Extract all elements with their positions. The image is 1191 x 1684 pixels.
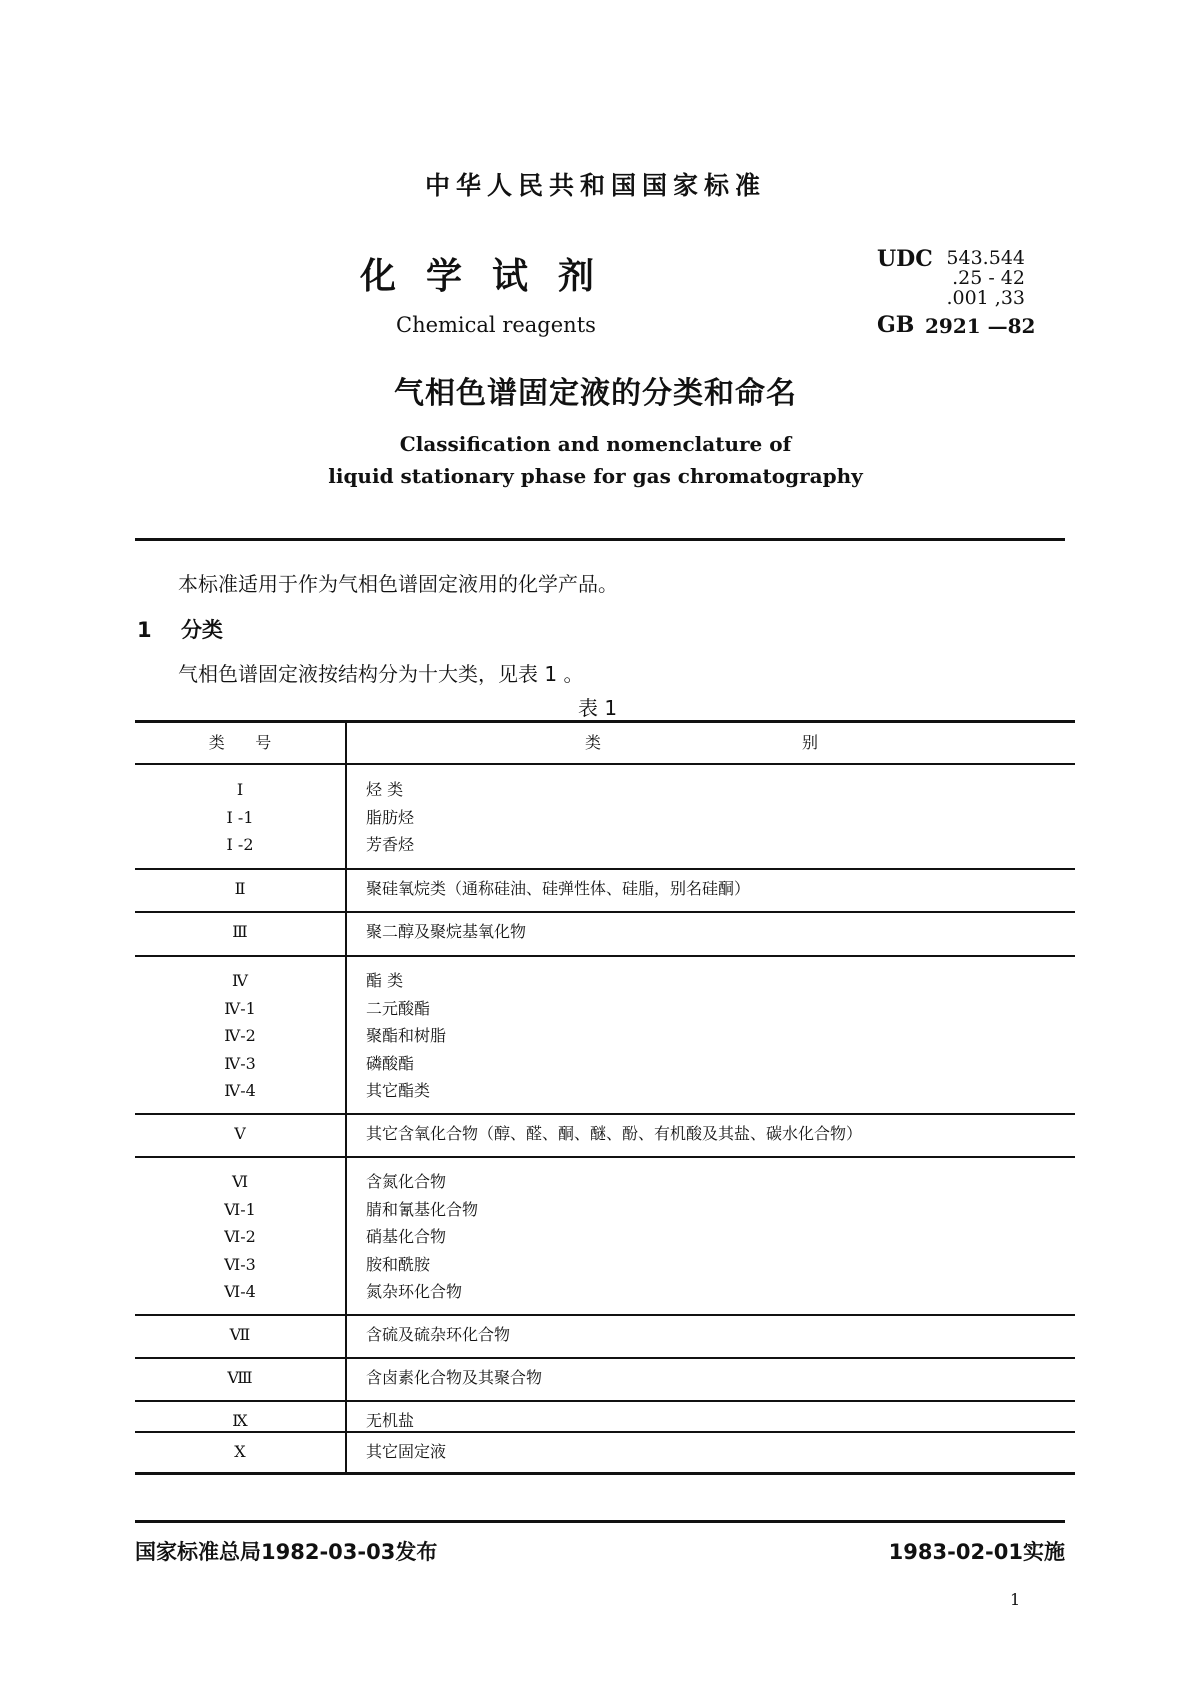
table-header-category-a: 类	[585, 733, 602, 752]
table-row-category-group	[366, 918, 526, 946]
row-code: Ⅷ	[227, 1368, 253, 1387]
table-row-rule	[135, 955, 1075, 957]
row-category: 含卤素化合物及其聚合物	[366, 1368, 543, 1387]
row-category: 含硫及硫杂环化合物	[366, 1325, 511, 1344]
subtitle-en-line: liquid stationary phase for gas chromatography	[328, 464, 863, 488]
document-title-cn: 化学试剂	[360, 256, 625, 297]
gb-label: GB	[877, 312, 915, 338]
effective-date: 1983-02-01实施	[888, 1540, 1065, 1564]
row-code: Ⅳ-2	[224, 1026, 256, 1045]
issue-date: 国家标准总局1982-03-03发布	[135, 1540, 438, 1564]
udc-line: 543.544	[946, 247, 1025, 269]
header-divider	[135, 538, 1065, 541]
table-row-code-group	[135, 967, 345, 1105]
row-category: 其它酯类	[366, 1081, 431, 1100]
row-category: 磷酸酯	[366, 1053, 415, 1073]
table-header-category-b: 别	[802, 733, 819, 752]
national-standard-heading: 中华人民共和国国家标准	[424, 171, 766, 200]
table-row-rule	[135, 1314, 1075, 1316]
table-row-category-group	[366, 1364, 542, 1392]
scope-paragraph: 本标准适用于作为气相色谱固定液用的化学产品。	[178, 572, 618, 596]
page-number: 1	[1010, 1590, 1021, 1609]
row-category: 酯 类	[366, 971, 404, 990]
table-caption: 表 1	[578, 696, 618, 720]
row-code: I -2	[226, 835, 254, 854]
subtitle-en-line: Classification and nomenclature of	[399, 432, 792, 456]
section-title: 分类	[180, 618, 223, 642]
udc-number-lines	[943, 248, 1025, 308]
table-top-rule	[135, 720, 1075, 723]
row-code: Ⅵ-4	[224, 1282, 256, 1301]
table-row-category-group	[366, 776, 414, 859]
table-row-code-group	[135, 1120, 345, 1148]
row-code: Ⅱ	[234, 879, 246, 898]
document-subtitle-en	[0, 428, 1191, 492]
row-code: Ⅲ	[232, 922, 248, 941]
row-category: 含氮化合物	[366, 1172, 447, 1191]
table-bottom-rule	[135, 1472, 1075, 1475]
row-code: Ⅴ	[234, 1124, 246, 1143]
udc-label: UDC	[877, 246, 933, 272]
udc-line: .25 - 42	[952, 267, 1025, 289]
row-category: 其它含氧化合物（醇、醛、酮、醚、酚、有机酸及其盐、碳水化合物）	[366, 1124, 863, 1143]
table-row-code-group	[135, 1438, 345, 1466]
table-row-category-group	[366, 967, 446, 1105]
udc-line: .001 ,33	[946, 287, 1025, 309]
row-category: 胺和酰胺	[366, 1254, 431, 1274]
row-code: Ⅸ	[232, 1411, 248, 1430]
document-subtitle-cn: 气相色谱固定液的分类和命名	[394, 376, 797, 411]
table-row-rule	[135, 1113, 1075, 1115]
row-category: 其它固定液	[366, 1442, 447, 1461]
table-row-code-group	[135, 1168, 345, 1306]
table-row-rule	[135, 1156, 1075, 1158]
table-row-rule	[135, 911, 1075, 913]
section-heading	[137, 614, 223, 644]
row-code: Ⅵ-3	[224, 1254, 256, 1274]
table-column-divider	[345, 720, 347, 1474]
row-code: I -1	[226, 807, 254, 827]
section-number: 1	[137, 618, 152, 642]
row-code: I	[236, 780, 244, 799]
table-header-code: 类 号	[208, 733, 272, 752]
row-code: Ⅹ	[234, 1442, 246, 1461]
footer-divider	[135, 1520, 1065, 1523]
section-paragraph: 气相色谱固定液按结构分为十大类，见表 1 。	[178, 662, 584, 686]
table-row-rule	[135, 1431, 1075, 1433]
table-header-rule	[135, 763, 1075, 765]
table-row-rule	[135, 1357, 1075, 1359]
row-code: Ⅳ-1	[224, 998, 256, 1018]
table-row-code-group	[135, 1364, 345, 1392]
row-code: Ⅵ-1	[224, 1199, 256, 1219]
table-row-category-group	[366, 875, 750, 903]
table-row-category-group	[366, 1321, 510, 1349]
table-row-category-group	[366, 1120, 862, 1148]
gb-number: 2921 —82	[925, 314, 1036, 338]
row-category: 芳香烃	[366, 835, 415, 854]
row-category: 二元酸酯	[366, 998, 431, 1018]
table-row-code-group	[135, 918, 345, 946]
row-code: Ⅶ	[229, 1325, 251, 1344]
table-row-category-group	[366, 1168, 478, 1306]
row-category: 腈和氰基化合物	[366, 1199, 479, 1219]
table-row-code-group	[135, 875, 345, 903]
row-code: Ⅳ-3	[224, 1053, 256, 1073]
table-row-code-group	[135, 1321, 345, 1349]
row-category: 聚二醇及聚烷基氧化物	[366, 922, 527, 941]
row-category: 无机盐	[366, 1411, 415, 1430]
table-row-rule	[135, 1400, 1075, 1402]
row-category: 硝基化合物	[366, 1227, 447, 1246]
row-code: Ⅵ-2	[224, 1227, 256, 1246]
row-code: Ⅵ	[231, 1172, 249, 1191]
document-title-en: Chemical reagents	[396, 313, 596, 337]
table-row-code-group	[135, 776, 345, 859]
table-row-rule	[135, 868, 1075, 870]
row-category: 脂肪烃	[366, 807, 415, 827]
row-code: Ⅳ-4	[224, 1081, 256, 1100]
row-category: 聚硅氧烷类（通称硅油、硅弹性体、硅脂，别名硅酮）	[366, 879, 751, 898]
row-category: 氮杂环化合物	[366, 1282, 463, 1301]
row-category: 聚酯和树脂	[366, 1026, 447, 1045]
table-row-category-group	[366, 1438, 446, 1466]
row-category: 烃 类	[366, 780, 404, 799]
row-code: Ⅳ	[232, 971, 248, 990]
